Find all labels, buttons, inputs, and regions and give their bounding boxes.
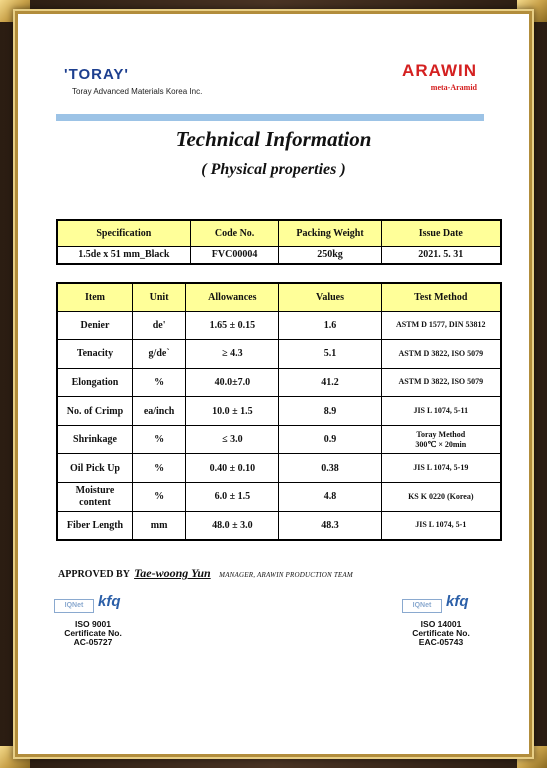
- certificate-logos: [386, 593, 496, 617]
- spec-header-cell: Code No.: [190, 220, 279, 246]
- table-row: [57, 454, 501, 483]
- certificate-logos: [38, 593, 148, 617]
- unit-cell: mm: [132, 511, 185, 540]
- item-line: Moisture: [75, 484, 115, 496]
- unit-cell: %: [132, 483, 185, 512]
- page-subtitle: ( Physical properties ): [201, 161, 346, 178]
- signature: Tae-woong Yun: [134, 566, 211, 580]
- value-cell: 4.8: [279, 483, 381, 512]
- approved-by-label: APPROVED BY: [58, 569, 130, 580]
- certificate-iso-9001: [38, 593, 148, 647]
- certificate-label: Certificate No.: [412, 628, 470, 638]
- test-method-line: 300℃ × 20min: [415, 439, 467, 449]
- test-method-cell: ASTM D 3822, ISO 5079: [381, 368, 501, 397]
- iqnet-logo: IQNet: [54, 599, 94, 613]
- value-cell: 5.1: [279, 340, 381, 369]
- table-row: [57, 311, 501, 340]
- certificate-label: Certificate No.: [64, 628, 122, 638]
- item-cell: [57, 483, 132, 512]
- allowance-cell: ≥ 4.3: [186, 340, 279, 369]
- table-row: [57, 397, 501, 426]
- table-row: [57, 368, 501, 397]
- certificate-number: AC-05727: [73, 637, 113, 647]
- allowance-cell: 6.0 ± 1.5: [186, 483, 279, 512]
- allowance-cell: 1.65 ± 0.15: [186, 311, 279, 340]
- properties-header-cell: Unit: [132, 283, 185, 311]
- value-cell: 8.9: [279, 397, 381, 426]
- spec-cell: 250kg: [279, 246, 381, 264]
- iqnet-logo: IQNet: [402, 599, 442, 613]
- spec-cell: FVC00004: [190, 246, 279, 264]
- properties-header-row: [57, 283, 501, 311]
- document-sheet: [18, 14, 529, 754]
- value-cell: 1.6: [279, 311, 381, 340]
- properties-header-cell: Values: [279, 283, 381, 311]
- approver-role: MANAGER, ARAWIN PRODUCTION TEAM: [219, 571, 353, 579]
- specification-table: [56, 219, 502, 265]
- arawin-subtitle: meta-Aramid: [430, 83, 477, 92]
- properties-header-cell: Allowances: [186, 283, 279, 311]
- spec-header-cell: Specification: [57, 220, 190, 246]
- allowance-cell: 48.0 ± 3.0: [186, 511, 279, 540]
- value-cell: 41.2: [279, 368, 381, 397]
- item-cell: Elongation: [57, 368, 132, 397]
- allowance-cell: ≤ 3.0: [186, 425, 279, 454]
- spec-header-cell: Issue Date: [381, 220, 501, 246]
- kfq-logo: kfq: [446, 593, 469, 610]
- test-method-cell: JIS L 1074, 5-11: [381, 397, 501, 426]
- spec-cell: 2021. 5. 31: [381, 246, 501, 264]
- item-cell: Fiber Length: [57, 511, 132, 540]
- arawin-logo: ARAWIN: [402, 61, 477, 80]
- unit-cell: g/de`: [132, 340, 185, 369]
- page-title: Technical Information: [175, 127, 372, 151]
- item-cell: Denier: [57, 311, 132, 340]
- spec-header-cell: Packing Weight: [279, 220, 381, 246]
- item-cell: Oil Pick Up: [57, 454, 132, 483]
- spec-data-row: [57, 246, 501, 264]
- test-method-line: Toray Method: [416, 429, 466, 439]
- table-row: [57, 483, 501, 512]
- value-cell: 0.9: [279, 425, 381, 454]
- spec-header-row: [57, 220, 501, 246]
- kfq-logo: kfq: [98, 593, 121, 610]
- header-divider-bar: [56, 114, 484, 121]
- value-cell: 48.3: [279, 511, 381, 540]
- unit-cell: %: [132, 368, 185, 397]
- certificate-iso-14001: [386, 593, 496, 647]
- item-cell: Shrinkage: [57, 425, 132, 454]
- test-method-cell: JIS L 1074, 5-1: [381, 511, 501, 540]
- value-cell: 0.38: [279, 454, 381, 483]
- item-cell: No. of Crimp: [57, 397, 132, 426]
- physical-properties-table: [56, 282, 502, 541]
- unit-cell: %: [132, 454, 185, 483]
- test-method-cell: JIS L 1074, 5-19: [381, 454, 501, 483]
- test-method-cell: ASTM D 1577, DIN 53812: [381, 311, 501, 340]
- table-row: [57, 425, 501, 454]
- allowance-cell: 10.0 ± 1.5: [186, 397, 279, 426]
- item-line: content: [79, 496, 111, 508]
- table-row: [57, 340, 501, 369]
- allowance-cell: 0.40 ± 0.10: [186, 454, 279, 483]
- properties-header-cell: Test Method: [381, 283, 501, 311]
- allowance-cell: 40.0±7.0: [186, 368, 279, 397]
- test-method-cell: [381, 425, 501, 454]
- test-method-cell: KS K 0220 (Korea): [381, 483, 501, 512]
- approval-line: [58, 566, 353, 581]
- unit-cell: ea/inch: [132, 397, 185, 426]
- toray-company-name: Toray Advanced Materials Korea Inc.: [72, 87, 203, 96]
- spec-cell: 1.5de x 51 mm_Black: [57, 246, 190, 264]
- certificate-standard: ISO 9001: [75, 619, 111, 629]
- certificate-number: EAC-05743: [418, 637, 464, 647]
- toray-logo: 'TORAY': [64, 66, 129, 83]
- table-row: [57, 511, 501, 540]
- properties-header-cell: Item: [57, 283, 132, 311]
- item-cell: Tenacity: [57, 340, 132, 369]
- certificate-standard: ISO 14001: [420, 619, 462, 629]
- unit-cell: %: [132, 425, 185, 454]
- test-method-cell: ASTM D 3822, ISO 5079: [381, 340, 501, 369]
- unit-cell: de': [132, 311, 185, 340]
